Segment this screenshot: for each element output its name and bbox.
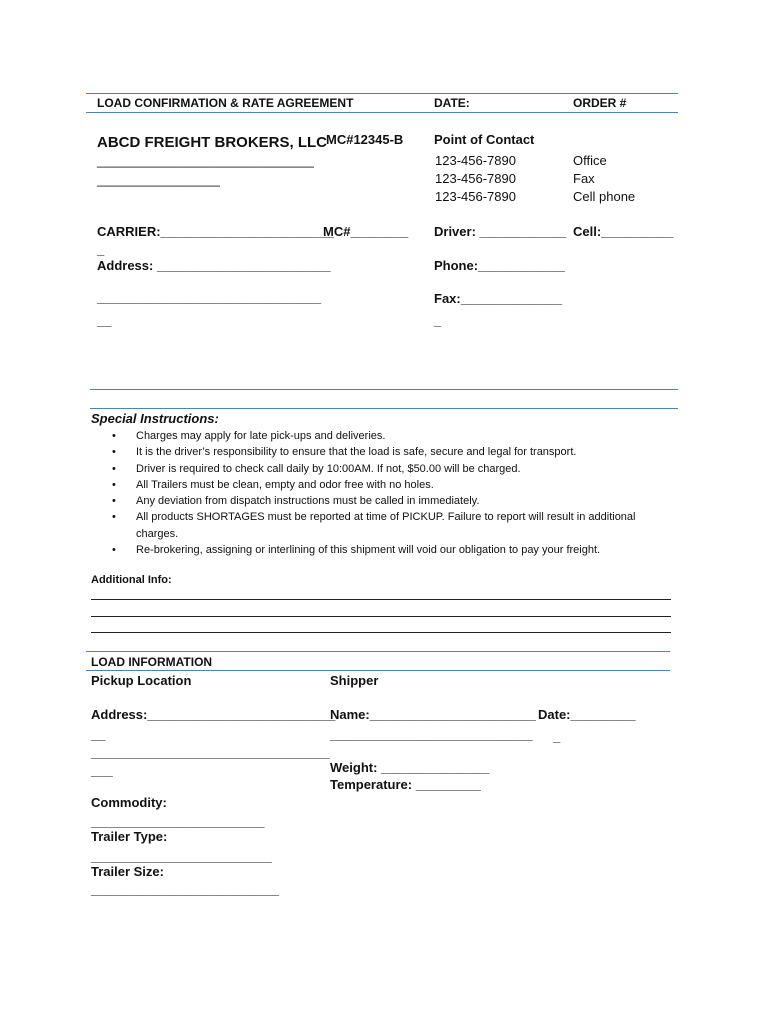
carrier-address-line[interactable]: _______________________________ xyxy=(97,290,322,305)
load-bottom-rule xyxy=(86,670,670,671)
carrier-address-line-tail: __ xyxy=(97,313,112,328)
additional-info-label: Additional Info: xyxy=(91,574,172,586)
trailer-size-label: Trailer Size: xyxy=(91,864,164,879)
phone-field[interactable]: Phone:____________ xyxy=(434,258,565,273)
instruction-item: • Any deviation from dispatch instructions must be called in immediately. xyxy=(112,493,672,509)
instruction-item: • All Trailers must be clean, empty and odor free with no holes. xyxy=(112,477,672,493)
date-label: DATE: xyxy=(434,96,470,110)
carrier-field-tail: _ xyxy=(97,242,105,257)
pickup-address-line[interactable]: _________________________________ xyxy=(91,745,330,760)
carrier-mc-field[interactable]: MC#________ xyxy=(323,224,409,239)
instruction-item: • Re-brokering, assigning or interlining of this shipment will void our obligation to pay your freight. xyxy=(112,542,672,558)
instruction-item: • Charges may apply for late pick-ups and deliveries. xyxy=(112,428,672,444)
header-bottom-rule xyxy=(86,112,678,113)
shipper-name-line[interactable]: ____________________________ xyxy=(330,727,533,742)
temperature-field[interactable]: Temperature: _________ xyxy=(330,777,481,792)
instruction-item: • Driver is required to check call daily by 10:00AM. If not, $50.00 will be charged. xyxy=(112,461,672,477)
fax-field[interactable]: Fax:______________ xyxy=(434,291,562,306)
pickup-location-heading: Pickup Location xyxy=(91,673,192,688)
order-label: ORDER # xyxy=(573,96,627,110)
pickup-address-tail: __ xyxy=(91,727,106,742)
header-top-rule xyxy=(86,93,678,94)
shipper-name-field[interactable]: Name:_______________________ xyxy=(330,707,537,722)
special-instructions-list xyxy=(112,428,672,558)
instruction-item: • It is the driver’s responsibility to ensure that the load is safe, secure and legal for transport. xyxy=(112,444,672,460)
commodity-label: Commodity: xyxy=(91,795,167,810)
pickup-address-field[interactable]: Address:__________________________ xyxy=(91,707,336,722)
broker-address-line-2: _________________ xyxy=(97,172,220,187)
contact-number: 123-456-7890 xyxy=(435,171,516,186)
contact-type: Cell phone xyxy=(573,189,636,204)
form-title: LOAD CONFIRMATION & RATE AGREEMENT xyxy=(97,96,354,110)
contact-number: 123-456-7890 xyxy=(435,153,516,168)
additional-info-line[interactable] xyxy=(91,632,671,633)
contact-type: Fax xyxy=(573,171,595,186)
trailer-type-line[interactable]: _________________________ xyxy=(91,849,272,864)
pickup-address-line-tail: ___ xyxy=(91,763,113,778)
driver-field[interactable]: Driver: ____________ xyxy=(434,224,567,239)
point-of-contact-heading: Point of Contact xyxy=(434,132,535,147)
load-information-heading: LOAD INFORMATION xyxy=(91,655,213,669)
shipper-heading: Shipper xyxy=(330,673,379,688)
section-rule xyxy=(90,408,678,409)
cell-field[interactable]: Cell:__________ xyxy=(573,224,674,239)
trailer-size-line[interactable]: __________________________ xyxy=(91,882,279,897)
additional-info-line[interactable] xyxy=(91,599,671,600)
trailer-type-label: Trailer Type: xyxy=(91,829,168,844)
load-top-rule xyxy=(86,651,670,652)
broker-name: ABCD FREIGHT BROKERS, LLC xyxy=(97,134,327,151)
carrier-field[interactable]: CARRIER:________________________ xyxy=(97,224,335,239)
contact-number: 123-456-7890 xyxy=(435,189,516,204)
carrier-address-field[interactable]: Address: ________________________ xyxy=(97,258,331,273)
pickup-date-tail: _ xyxy=(553,729,561,744)
pickup-date-field[interactable]: Date:_________ xyxy=(538,707,636,722)
commodity-line[interactable]: ________________________ xyxy=(91,814,265,829)
fax-field-tail: _ xyxy=(434,313,442,328)
broker-mc: MC#12345-B xyxy=(326,132,404,147)
special-instructions-heading: Special Instructions: xyxy=(91,411,219,426)
weight-field[interactable]: Weight: _______________ xyxy=(330,760,490,775)
broker-address-line-1: ______________________________ xyxy=(97,153,314,168)
instruction-item: • All products SHORTAGES must be reported at time of PICKUP. Failure to report will result in additional charges. xyxy=(112,509,672,542)
section-rule xyxy=(90,389,678,390)
additional-info-line[interactable] xyxy=(91,616,671,617)
contact-type: Office xyxy=(573,153,607,168)
